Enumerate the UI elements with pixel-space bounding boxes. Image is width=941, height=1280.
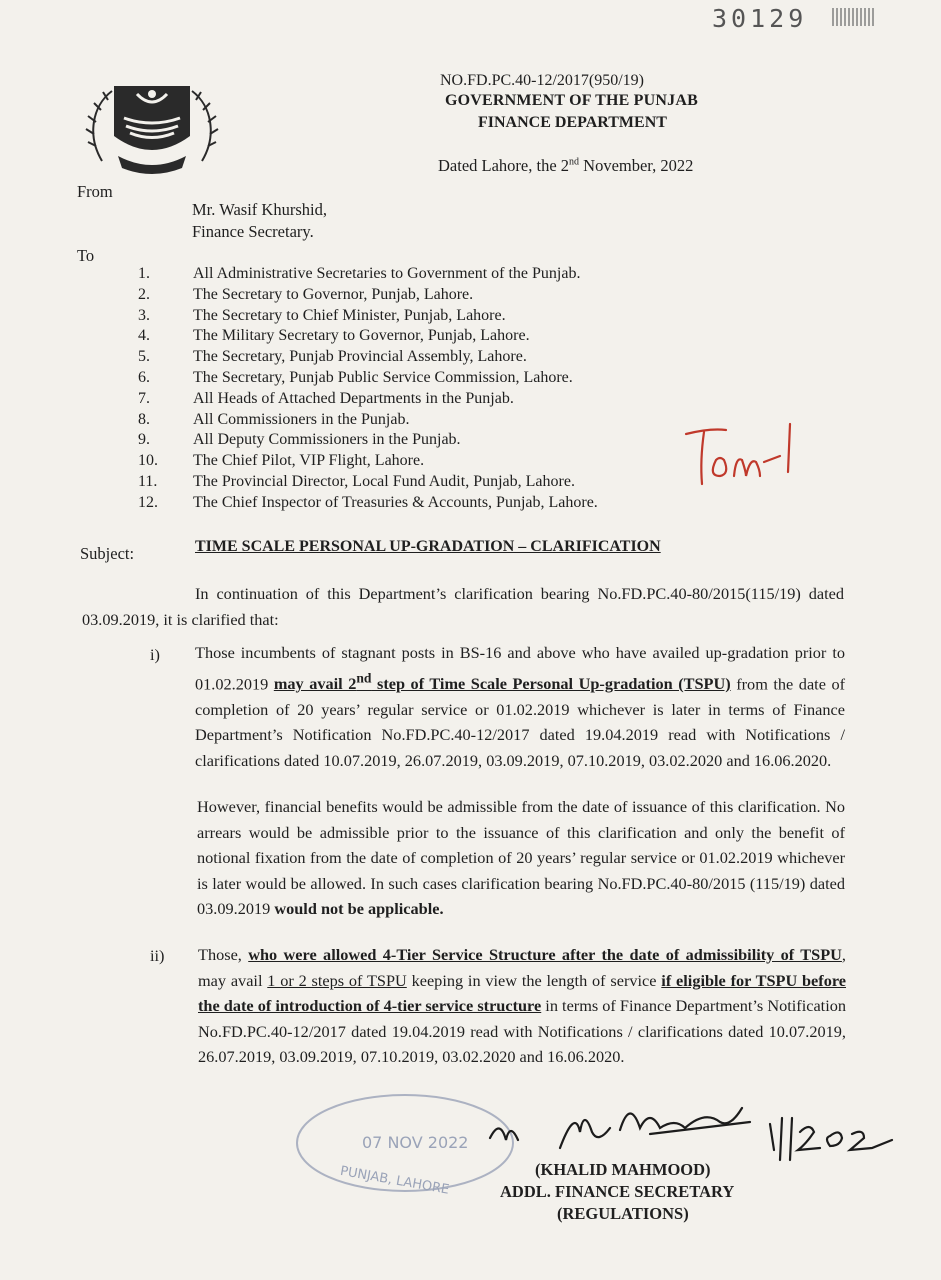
- signature-scribble: [480, 1088, 900, 1168]
- signatory-name: (KHALID MAHMOOD): [535, 1160, 711, 1179]
- subject-label: Subject:: [80, 544, 135, 563]
- letter-date: Dated Lahore, the 2nd November, 2022: [438, 156, 694, 175]
- item-marker: i): [150, 645, 160, 664]
- subject-title: TIME SCALE PERSONAL UP-GRADATION – CLARIFICATION: [195, 538, 661, 555]
- to-label: To: [77, 246, 95, 265]
- list-item: 12. The Chief Inspector of Treasuries & Accounts, Punjab, Lahore.: [138, 493, 598, 511]
- receipt-stamp-place: PUNJAB, LAHORE: [338, 1163, 451, 1198]
- clause-paragraph: Those incumbents of stagnant posts in BS-16 and above who have availed up-gradation prior to 01.02.2019 may avail 2nd step of Time Scale Personal Up-gradation (TSPU) from the date of completion of 20 years’ regular service or 01.02.2019 whichever is later in terms of Finance Department’s Notification No.FD.PC.40-12/2017 dated 19.04.2019 read with Notifications / clarifications dated 10.07.2019, 26.07.2019, 03.09.2019, 07.10.2019, 03.02.2020 and 16.06.2020.: [195, 643, 846, 770]
- clause-paragraph: Those, who were allowed 4-Tier Service Structure after the date of admissibility of TSPU, may avail 1 or 2 steps of TSPU keeping in view the length of service if eligible for TSPU before the date of introduction of 4-tier service structure in terms of Finance Department’s Notification No.FD.PC.40-12/2017 dated 19.04.2019 read with Notifications / clarifications dated 10.07.2019, 26.07.2019, 03.09.2019, 07.10.2019, 03.02.2020 and 16.06.2020.: [198, 945, 847, 1067]
- receipt-stamp-date: 07 NOV 2022: [362, 1133, 469, 1152]
- list-item: 6. The Secretary, Punjab Public Service Commission, Lahore.: [138, 368, 573, 386]
- recipient-list: [138, 264, 758, 514]
- sender-name: Mr. Wasif Khurshid,: [192, 200, 327, 219]
- list-item: 7. All Heads of Attached Departments in the Punjab.: [138, 389, 514, 407]
- list-item: 4. The Military Secretary to Governor, Punjab, Lahore.: [138, 327, 530, 345]
- list-item: 10. The Chief Pilot, VIP Flight, Lahore.: [138, 452, 425, 470]
- list-item: 5. The Secretary, Punjab Provincial Assembly, Lahore.: [138, 348, 527, 366]
- list-item: 11. The Provincial Director, Local Fund Audit, Punjab, Lahore.: [138, 472, 575, 490]
- government-heading: GOVERNMENT OF THE PUNJAB: [445, 92, 698, 109]
- department-heading: FINANCE DEPARTMENT: [478, 114, 667, 131]
- list-item: 2. The Secretary to Governor, Punjab, Lahore.: [138, 285, 474, 303]
- diary-stamp-mark: [832, 8, 874, 26]
- list-item: 1. All Administrative Secretaries to Government of the Punjab.: [138, 265, 581, 282]
- list-item: 8. All Commissioners in the Punjab.: [138, 410, 410, 428]
- punjab-emblem-icon: [82, 76, 222, 186]
- from-label: From: [77, 182, 113, 201]
- signatory-title: ADDL. FINANCE SECRETARY: [500, 1182, 735, 1201]
- signatory-section: (REGULATIONS): [557, 1204, 689, 1223]
- diary-stamp-number: 30129: [712, 4, 808, 33]
- list-item: 9. All Deputy Commissioners in the Punjab.: [138, 431, 461, 449]
- list-item: 3. The Secretary to Chief Minister, Punjab, Lahore.: [138, 306, 506, 324]
- sender-title: Finance Secretary.: [192, 222, 314, 241]
- intro-paragraph: In continuation of this Department’s clarification bearing No.FD.PC.40-80/2015(115/19) dated 03.09.2019, it is clarified that:: [82, 584, 844, 629]
- handwritten-note-mark: [680, 420, 800, 490]
- clause-paragraph: However, financial benefits would be admissible from the date of issuance of this clarification. No arrears would be admissible prior to the issuance of this clarification and only the benefit of notional fixation from the date of completion of 20 years’ regular service or 01.02.2019 whichever is later would be allowed. In such cases clarification bearing No.FD.PC.40-80/2015 (115/19) dated 03.09.2019 would not be applicable.: [197, 797, 845, 919]
- letter-number: NO.FD.PC.40-12/2017(950/19): [440, 72, 645, 89]
- item-marker: ii): [150, 946, 165, 965]
